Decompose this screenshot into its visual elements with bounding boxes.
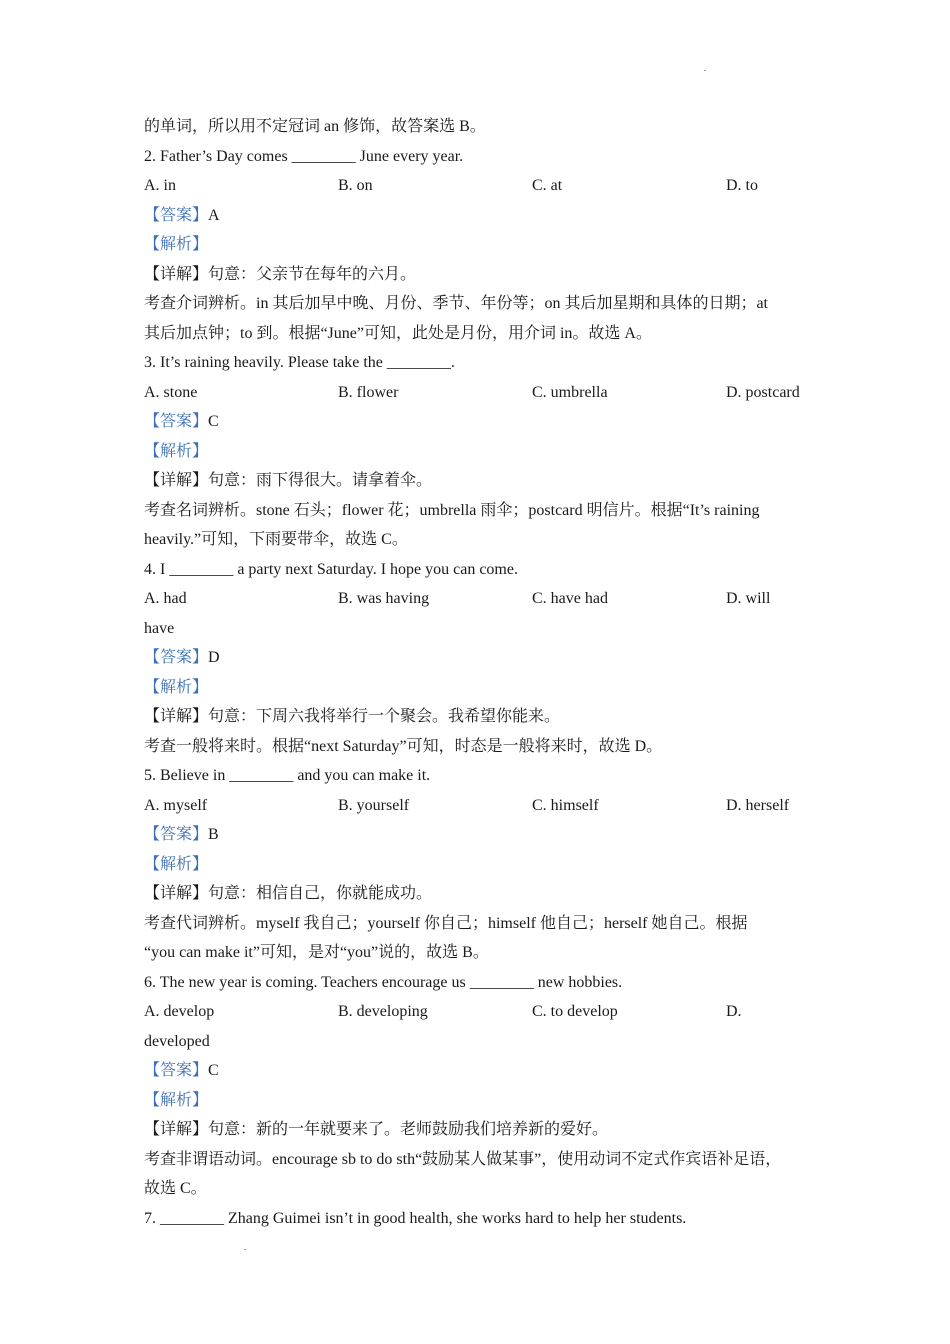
question-block	[144, 142, 816, 349]
analysis-label: 【解析】	[144, 1091, 209, 1109]
option-a: A. myself	[144, 796, 208, 814]
detail-line: 【详解】句意：父亲节在每年的六月。	[144, 265, 417, 283]
scan-speck	[704, 70, 706, 71]
options-row	[144, 171, 816, 201]
option-b: B. yourself	[338, 796, 410, 814]
option-c: C. himself	[532, 796, 599, 814]
question-stem: 6. The new year is coming. Teachers encourage us ________ new hobbies.	[144, 973, 623, 991]
option-c: C. umbrella	[532, 383, 608, 401]
detail-line: 考查非谓语动词。encourage sb to do sth“鼓励某人做某事”，使用动词不定式作宾语补足语，	[144, 1150, 782, 1168]
option-b: B. flower	[338, 383, 399, 401]
option-a: A. had	[144, 590, 187, 607]
detail-line: 故选 C。	[144, 1180, 207, 1197]
answer-line	[144, 643, 816, 673]
answer-line	[144, 820, 816, 850]
option-d: D.	[726, 1003, 742, 1020]
question-stem: 4. I ________ a party next Saturday. I hope you can come.	[144, 560, 518, 578]
answer-value: A	[208, 206, 220, 224]
document-body	[144, 112, 816, 1233]
answer-label: 【答案】	[144, 413, 209, 430]
option-d: D. will	[726, 590, 771, 607]
options-row	[144, 584, 816, 614]
option-overflow: have	[144, 619, 175, 637]
question-stem: 2. Father’s Day comes ________ June every year.	[144, 147, 464, 165]
question-block	[144, 348, 816, 555]
question-block	[144, 968, 816, 1204]
question-stem: 3. It’s raining heavily. Please take the ________.	[144, 354, 455, 371]
scan-speck	[244, 1249, 246, 1250]
option-a: A. stone	[144, 383, 198, 401]
options-row	[144, 997, 816, 1027]
options-row	[144, 791, 816, 821]
detail-line: “you can make it”可知，是对“you”说的，故选 B。	[144, 944, 489, 961]
detail-line: 考查一般将来时。根据“next Saturday”可知，时态是一般将来时，故选 D。	[144, 737, 663, 755]
option-d: D. postcard	[726, 383, 800, 401]
continuation-text: 的单词，所以用不定冠词 an 修饰，故答案选 B。	[144, 118, 486, 135]
detail-line: 【详解】句意：新的一年就要来了。老师鼓励我们培养新的爱好。	[144, 1121, 609, 1138]
detail-line: 其后加点钟；to 到。根据“June”可知，此处是月份，用介词 in。故选 A。	[144, 324, 652, 342]
answer-value: C	[208, 1062, 219, 1079]
answer-label: 【答案】	[144, 1062, 209, 1079]
detail-line: 【详解】句意：相信自己，你就能成功。	[144, 885, 433, 902]
option-d: D. herself	[726, 796, 790, 814]
option-c: C. to develop	[532, 1003, 618, 1020]
detail-line: 考查名词辨析。stone 石头；flower 花；umbrella 雨伞；postcard 明信片。根据“It’s raining	[144, 501, 760, 519]
option-a: A. develop	[144, 1003, 215, 1020]
option-b: B. was having	[338, 590, 430, 607]
analysis-label: 【解析】	[144, 236, 209, 253]
detail-line: 考查代词辨析。myself 我自己；yourself 你自己；himself 他自己；herself 她自己。根据	[144, 914, 748, 932]
answer-line	[144, 407, 816, 437]
option-b: B. on	[338, 177, 373, 194]
analysis-label: 【解析】	[144, 855, 209, 873]
detail-line: 考查介词辨析。in 其后加早中晚、月份、季节、年份等；on 其后加星期和具体的日期；at	[144, 295, 768, 312]
option-c: C. at	[532, 177, 563, 194]
answer-label: 【答案】	[144, 826, 209, 843]
answer-line	[144, 201, 816, 231]
analysis-label: 【解析】	[144, 678, 209, 696]
option-overflow: developed	[144, 1032, 210, 1050]
option-b: B. developing	[338, 1003, 428, 1020]
option-d: D. to	[726, 177, 758, 194]
detail-line: heavily.”可知，下雨要带伞，故选 C。	[144, 531, 408, 548]
answer-label: 【答案】	[144, 206, 209, 224]
answer-value: C	[208, 413, 219, 430]
detail-line: 【详解】句意：下周六我将举行一个聚会。我希望你能来。	[144, 708, 561, 725]
analysis-label: 【解析】	[144, 442, 209, 460]
question-block	[144, 555, 816, 762]
answer-label: 【答案】	[144, 649, 209, 666]
question-stem: 5. Believe in ________ and you can make it.	[144, 767, 431, 784]
answer-value: B	[208, 826, 219, 843]
question-stem: 7. ________ Zhang Guimei isn’t in good health, she works hard to help her students.	[144, 1209, 687, 1227]
detail-line: 【详解】句意：雨下得很大。请拿着伞。	[144, 472, 433, 489]
answer-value: D	[208, 649, 220, 666]
option-c: C. have had	[532, 590, 608, 607]
options-row	[144, 378, 816, 408]
answer-line	[144, 1056, 816, 1086]
question-block	[144, 761, 816, 968]
option-a: A. in	[144, 177, 176, 194]
